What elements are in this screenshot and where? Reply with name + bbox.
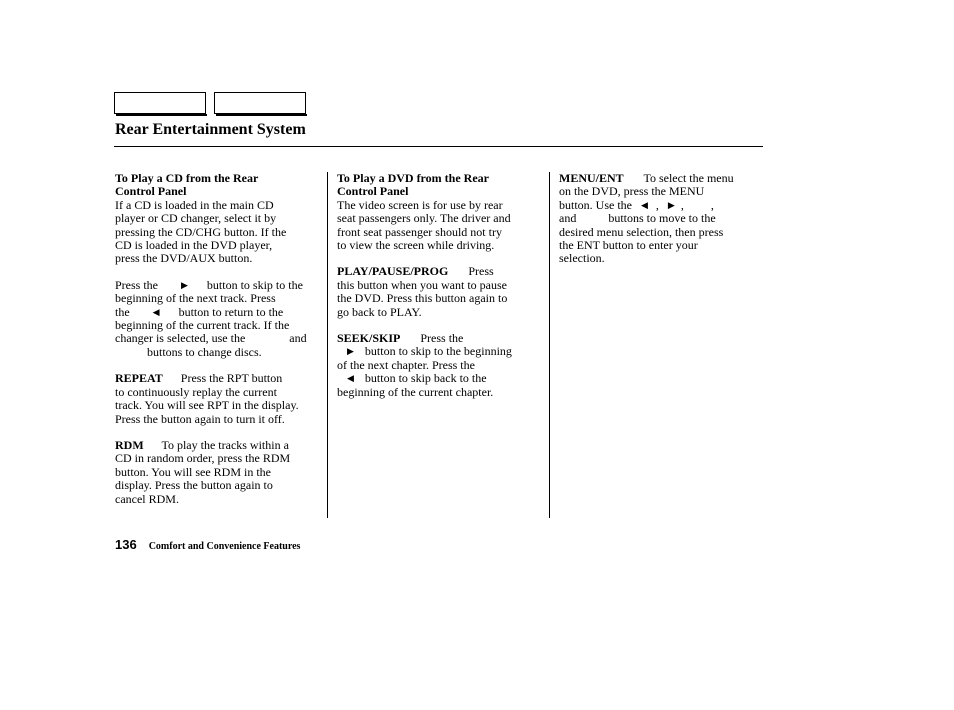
column-divider-1 <box>327 172 328 518</box>
seek-text: Press the <box>420 331 464 346</box>
cd-text-line: press the DVD/AUX button. <box>115 251 253 266</box>
menu-text-line: selection. <box>559 251 605 266</box>
cd-text-line: pressing the CD/CHG button. If the <box>115 224 287 239</box>
right-arrow-icon: ▶ <box>667 199 675 210</box>
section-name: Comfort and Convenience Features <box>148 541 301 552</box>
cd-text-line: CD is loaded in the DVD player, <box>115 238 273 253</box>
menu-label: MENU/ENT <box>559 171 624 185</box>
rdm-text-line: display. Press the button again to <box>115 478 273 493</box>
nav-previous-button[interactable] <box>114 92 206 114</box>
menu-text-line <box>559 199 764 212</box>
skip-text-line <box>115 279 325 292</box>
rdm-text-line <box>115 439 325 452</box>
menu-text: To select the menu <box>643 171 734 185</box>
repeat-text: Press the RPT button <box>180 371 283 386</box>
dvd-text-line: The video screen is for use by rear <box>337 197 503 212</box>
menu-text-line <box>559 212 764 225</box>
play-text-line: the DVD. Press this button again to <box>337 291 508 306</box>
skip-forward-icon: ▶ <box>347 346 354 357</box>
seek-label: SEEK/SKIP <box>337 331 401 346</box>
dvd-text-line: front seat passenger should not try <box>337 224 502 239</box>
repeat-text-line <box>115 372 325 385</box>
skip-back-icon: ◀ <box>347 373 354 384</box>
dvd-text-line: seat passengers only. The driver and <box>337 211 511 226</box>
page-footer <box>115 536 300 554</box>
column-dvd <box>337 172 542 399</box>
seek-text-line: of the next chapter. Press the <box>337 357 475 372</box>
skip-text-line <box>115 306 325 319</box>
play-text-line <box>337 265 542 278</box>
skip-text-line: beginning of the next track. Press <box>115 291 276 306</box>
left-arrow-icon: ◀ <box>641 199 648 210</box>
rdm-text-line: CD in random order, press the RDM <box>115 451 291 466</box>
cd-text-line: player or CD changer, select it by <box>115 211 277 226</box>
menu-text-line: desired menu selection, then press <box>559 224 724 239</box>
menu-text: buttons to move to the <box>608 211 716 226</box>
seek-text: button to skip to the beginning <box>364 344 512 359</box>
play-label: PLAY/PAUSE/PROG <box>337 264 449 279</box>
rdm-text-line: cancel RDM. <box>115 491 179 506</box>
cd-heading-line: To Play a CD from the Rear <box>115 171 259 185</box>
seek-text: button to skip back to the <box>364 371 487 386</box>
play-text-line: this button when you want to pause <box>337 277 507 292</box>
play-text: Press <box>468 264 494 279</box>
comma: , <box>655 197 659 212</box>
column-cd <box>115 172 325 506</box>
skip-text-line <box>115 346 325 359</box>
menu-text: and <box>559 211 577 226</box>
seek-text-line <box>337 345 542 358</box>
dvd-heading-line: Control Panel <box>337 184 409 199</box>
repeat-label: REPEAT <box>115 371 163 386</box>
skip-text: Press the <box>115 277 158 292</box>
skip-text-line: beginning of the current track. If the <box>115 318 290 333</box>
menu-text-line: on the DVD, press the MENU <box>559 184 705 199</box>
skip-forward-icon: ▶ <box>181 279 188 290</box>
title-rule <box>114 146 763 147</box>
comma: , <box>680 197 684 212</box>
skip-text: button to return to the <box>178 304 284 319</box>
page-number: 136 <box>115 537 137 552</box>
skip-text: the <box>115 304 130 319</box>
play-text-line: go back to PLAY. <box>337 304 422 319</box>
comma: , <box>710 197 714 212</box>
seek-text-line: beginning of the current chapter. <box>337 384 494 399</box>
skip-text: changer is selected, use the <box>115 331 246 346</box>
dvd-text-line: to view the screen while driving. <box>337 238 495 253</box>
skip-text: and <box>289 331 307 346</box>
cd-text-line: If a CD is loaded in the main CD <box>115 197 274 212</box>
seek-text-line <box>337 332 542 345</box>
nav-next-button[interactable] <box>214 92 306 114</box>
repeat-text-line: Press the button again to turn it off. <box>115 411 285 426</box>
menu-text-line: the ENT button to enter your <box>559 238 698 253</box>
dvd-heading-line: To Play a DVD from the Rear <box>337 171 489 185</box>
menu-text-line <box>559 172 764 185</box>
skip-text: buttons to change discs. <box>147 344 262 359</box>
rdm-label: RDM <box>115 437 144 452</box>
column-divider-2 <box>549 172 550 518</box>
page-title: Rear Entertainment System <box>115 121 306 138</box>
repeat-text-line: to continuously replay the current <box>115 384 277 399</box>
repeat-text-line: track. You will see RPT in the display. <box>115 398 299 413</box>
seek-text-line <box>337 372 542 385</box>
menu-text: button. Use the <box>559 197 632 212</box>
rdm-text: To play the tracks within a <box>161 437 289 452</box>
skip-text-line <box>115 332 325 345</box>
column-menu <box>559 172 764 266</box>
skip-back-icon: ◀ <box>152 306 160 317</box>
skip-text: button to skip to the <box>206 277 303 292</box>
cd-heading-line: Control Panel <box>115 184 187 199</box>
rdm-text-line: button. You will see RDM in the <box>115 464 272 479</box>
